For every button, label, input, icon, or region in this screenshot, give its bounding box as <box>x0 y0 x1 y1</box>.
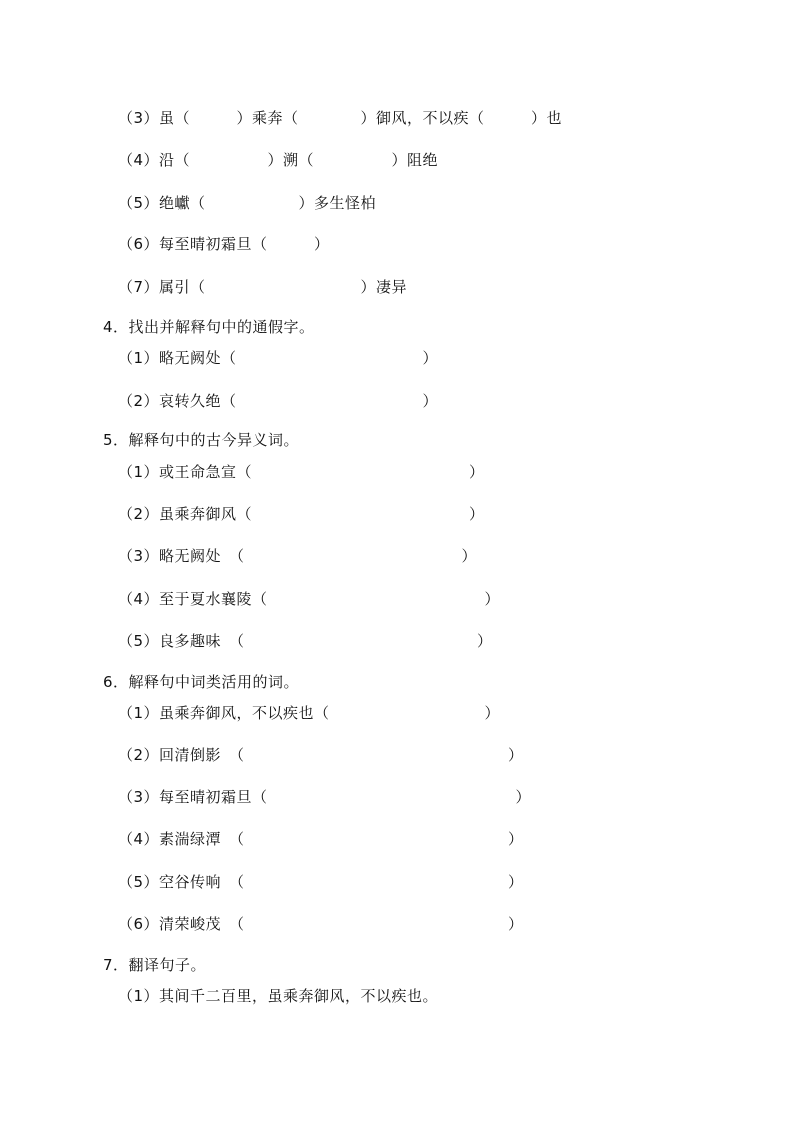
section-heading: 6．解释句中词类活用的词。 <box>103 673 300 691</box>
question-item: （3）每至晴初霜旦（ ） <box>118 788 532 806</box>
question-item: （2）哀转久绝（ ） <box>118 392 439 410</box>
question-item: （3）虽（ ）乘奔（ ）御风，不以疾（ ）也 <box>118 109 563 127</box>
section-heading: 7．翻译句子。 <box>103 956 207 974</box>
question-item: （1）其间千二百里，虽乘奔御风，不以疾也。 <box>118 987 439 1005</box>
question-item: （6）清荣峻茂 （ ） <box>118 915 524 933</box>
question-item: （2）回清倒影 （ ） <box>118 746 524 764</box>
question-item: （4）沿（ ）溯（ ）阻绝 <box>118 151 439 169</box>
section-heading: 4．找出并解释句中的通假字。 <box>103 318 315 336</box>
question-item: （6）每至晴初霜旦（ ） <box>118 235 330 253</box>
question-item: （7）属引（ ）凄异 <box>118 278 408 296</box>
question-item: （5）绝巘（ ）多生怪柏 <box>118 194 377 212</box>
question-item: （1）或王命急宣（ ） <box>118 463 485 481</box>
question-item: （3）略无阙处 （ ） <box>118 547 478 565</box>
question-item: （5）空谷传响 （ ） <box>118 873 524 891</box>
question-item: （4）素湍绿潭 （ ） <box>118 830 524 848</box>
question-item: （5）良多趣味 （ ） <box>118 632 493 650</box>
question-item: （2）虽乘奔御风（ ） <box>118 505 485 523</box>
question-item: （1）虽乘奔御风，不以疾也（ ） <box>118 704 501 722</box>
question-item: （4）至于夏水襄陵（ ） <box>118 590 501 608</box>
section-heading: 5．解释句中的古今异义词。 <box>103 431 300 449</box>
question-item: （1）略无阙处（ ） <box>118 349 439 367</box>
